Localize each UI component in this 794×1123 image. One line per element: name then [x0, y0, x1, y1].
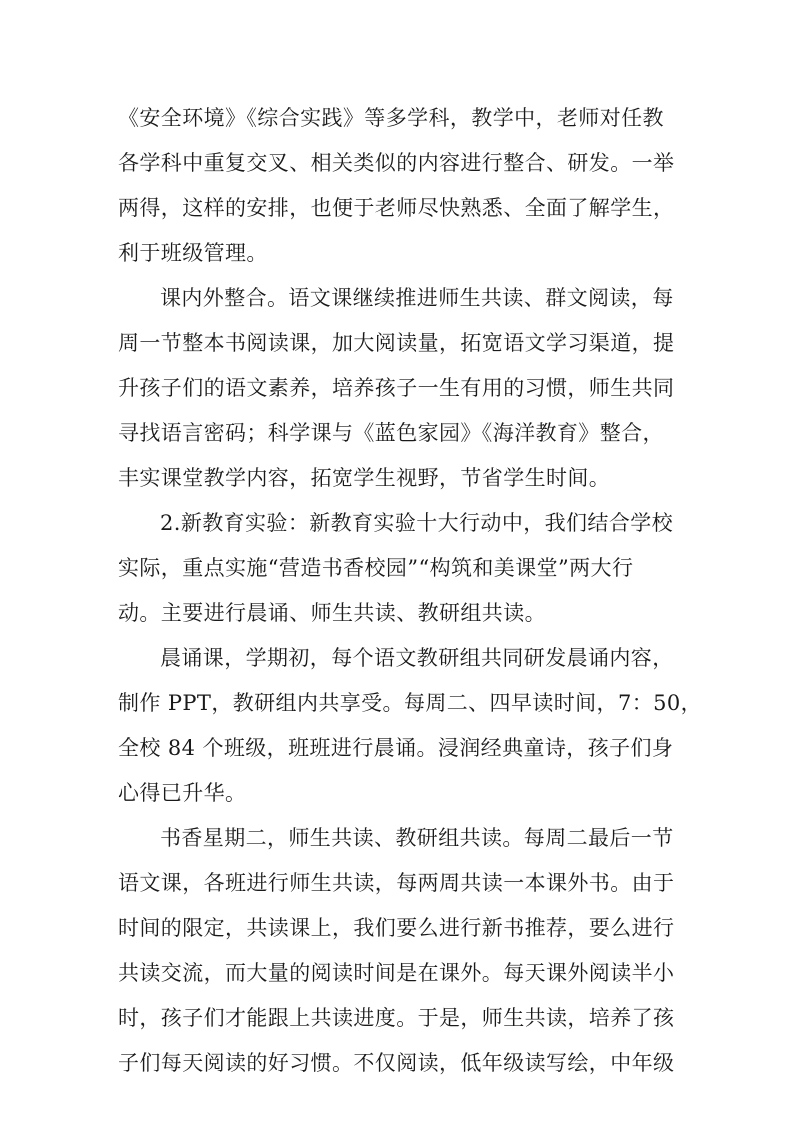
text-line: 时间的限定，共读课上，我们要么进行新书推荐，要么进行	[118, 916, 675, 940]
text-line: 制作 PPT，教研组内共享受。每周二、四早读时间，7：50，	[118, 691, 703, 715]
paragraph-start-line: 课内外整合。语文课继续推进师生共读、群文阅读，每	[160, 286, 674, 310]
text-line: 时，孩子们才能跟上共读进度。于是，师生共读，培养了孩	[118, 1006, 675, 1030]
text-line: 各学科中重复交叉、相关类似的内容进行整合、研发。一举	[118, 151, 675, 175]
text-line: 子们每天阅读的好习惯。不仅阅读，低年级读写绘，中年级	[118, 1051, 675, 1075]
text-line: 《安全环境》《综合实践》等多学科，教学中，老师对任教	[118, 106, 664, 130]
paragraph-start-line: 2.新教育实验：新教育实验十大行动中，我们结合学校	[160, 511, 674, 535]
text-line: 两得，这样的安排，也便于老师尽快熟悉、全面了解学生，	[118, 196, 675, 220]
text-line: 寻找语言密码；科学课与《蓝色家园》《海洋教育》整合，	[118, 421, 664, 445]
document-body	[118, 100, 703, 1090]
text-line: 心得已升华。	[118, 781, 247, 805]
paragraph-start-line: 书香星期二，师生共读、教研组共读。每周二最后一节	[160, 826, 674, 850]
text-line: 共读交流，而大量的阅读时间是在课外。每天课外阅读半小	[118, 961, 675, 985]
text-line: 全校 84 个班级，班班进行晨诵。浸润经典童诗，孩子们身	[118, 736, 674, 760]
paragraph-start-line: 晨诵课，学期初，每个语文教研组共同研发晨诵内容，	[160, 646, 674, 670]
text-line: 实际，重点实施“营造书香校园”“构筑和美课堂”两大行	[118, 556, 634, 580]
text-line: 动。主要进行晨诵、师生共读、教研组共读。	[118, 601, 546, 625]
text-line: 利于班级管理。	[118, 241, 268, 265]
text-line: 升孩子们的语文素养，培养孩子一生有用的习惯，师生共同	[118, 376, 675, 400]
text-line: 丰实课堂教学内容，拓宽学生视野，节省学生时间。	[118, 466, 611, 490]
text-line: 周一节整本书阅读课，加大阅读量，拓宽语文学习渠道，提	[118, 331, 675, 355]
text-line: 语文课，各班进行师生共读，每两周共读一本课外书。由于	[118, 871, 675, 895]
